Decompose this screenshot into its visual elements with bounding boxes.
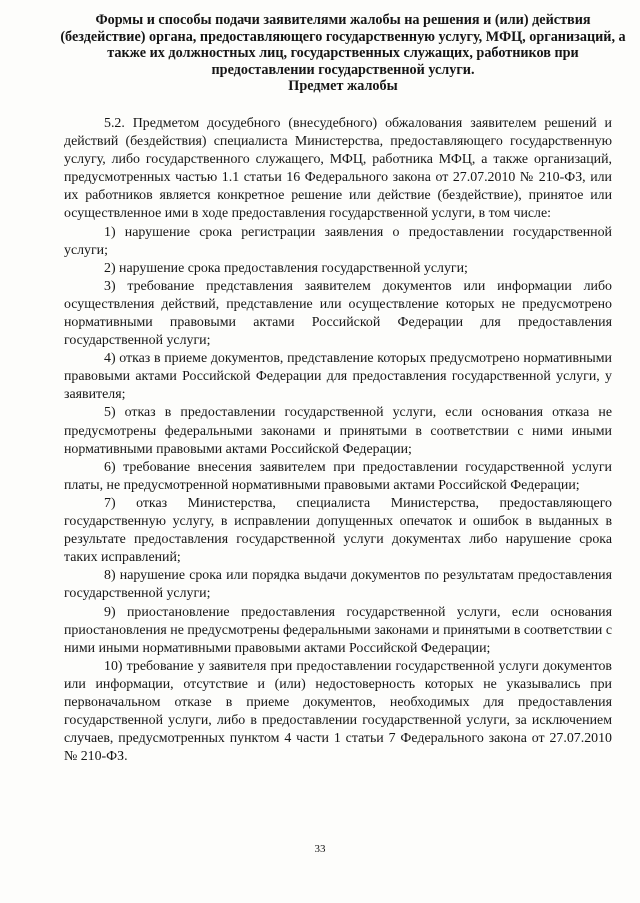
section-heading [54,12,632,95]
list-item-1: 1) нарушение срока регистрации заявления о предоставлении государственной услуги; [64,224,612,258]
document-body [64,115,612,766]
list-item-10: 10) требование у заявителя при предоставлении государственной услуги документов или информации, отсутствие и (или) недостоверность которых не указывались при первоначальном отказе в приеме документов, необходимых для предоставления государственной услуги, либо в предоставлении государственной услуги, за исключением случаев, предусмотренных пунктом 4 части 1 статьи 7 Федерального закона от 27.07.2010 № 210-ФЗ. [64,658,612,765]
heading-subtitle: Предмет жалобы [288,78,398,95]
page-number: 33 [314,843,326,855]
list-item-5: 5) отказ в предоставлении государственной услуги, если основания отказа не предусмотрены федеральными законами и принятыми в соответствии с ними иными нормативными правовыми актами Российской Федерации; [64,405,612,457]
list-item-2: 2) нарушение срока предоставления государственной услуги; [104,260,468,276]
list-item-7: 7) отказ Министерства, специалиста Министерства, предоставляющего государственную услугу, в исправлении допущенных опечаток и ошибок в выданных в результате предоставления государственной услуги документах либо нарушение срока таких исправлений; [64,495,612,566]
list-item-4: 4) отказ в приеме документов, представление которых предусмотрено нормативными правовыми актами Российской Федерации для предоставления государственной услуги, у заявителя; [64,351,612,403]
list-item-3: 3) требование представления заявителем документов или информации либо осуществления действий, представление или осуществление которых не предусмотрено нормативными правовыми актами Российской Федерации для предоставления государственной услуги; [64,278,612,349]
list-item-6: 6) требование внесения заявителем при предоставлении государственной услуги платы, не предусмотренной нормативными правовыми актами Российской Федерации; [64,459,612,493]
paragraph-5-2: 5.2. Предметом досудебного (внесудебного) обжалования заявителем решений и действий (бездействия) специалиста Министерства, предоставляющего государственную услугу, либо государственного служащего, МФЦ, работника МФЦ, а также организаций, предусмотренных частью 1.1 статьи 16 Федерального закона от 27.07.2010 № 210-ФЗ, или их работников является конкретное решение или действие (бездействие), принятое или осуществленное ими в ходе предоставления государственной услуги, в том числе: [64,115,612,222]
list-item-8: 8) нарушение срока или порядка выдачи документов по результатам предоставления государственной услуги; [64,568,612,602]
list-item-9: 9) приостановление предоставления государственной услуги, если основания приостановления не предусмотрены федеральными законами и принятыми в соответствии с ними иными нормативными правовыми актами Российской Федерации; [64,604,612,656]
heading-title: Формы и способы подачи заявителями жалобы на решения и (или) действия (бездействие) органа, предоставляющего государственную услугу, МФЦ, организаций, а также их должностных лиц, государственных служащих, работников при предоставлении государственной услуги. [60,12,626,78]
